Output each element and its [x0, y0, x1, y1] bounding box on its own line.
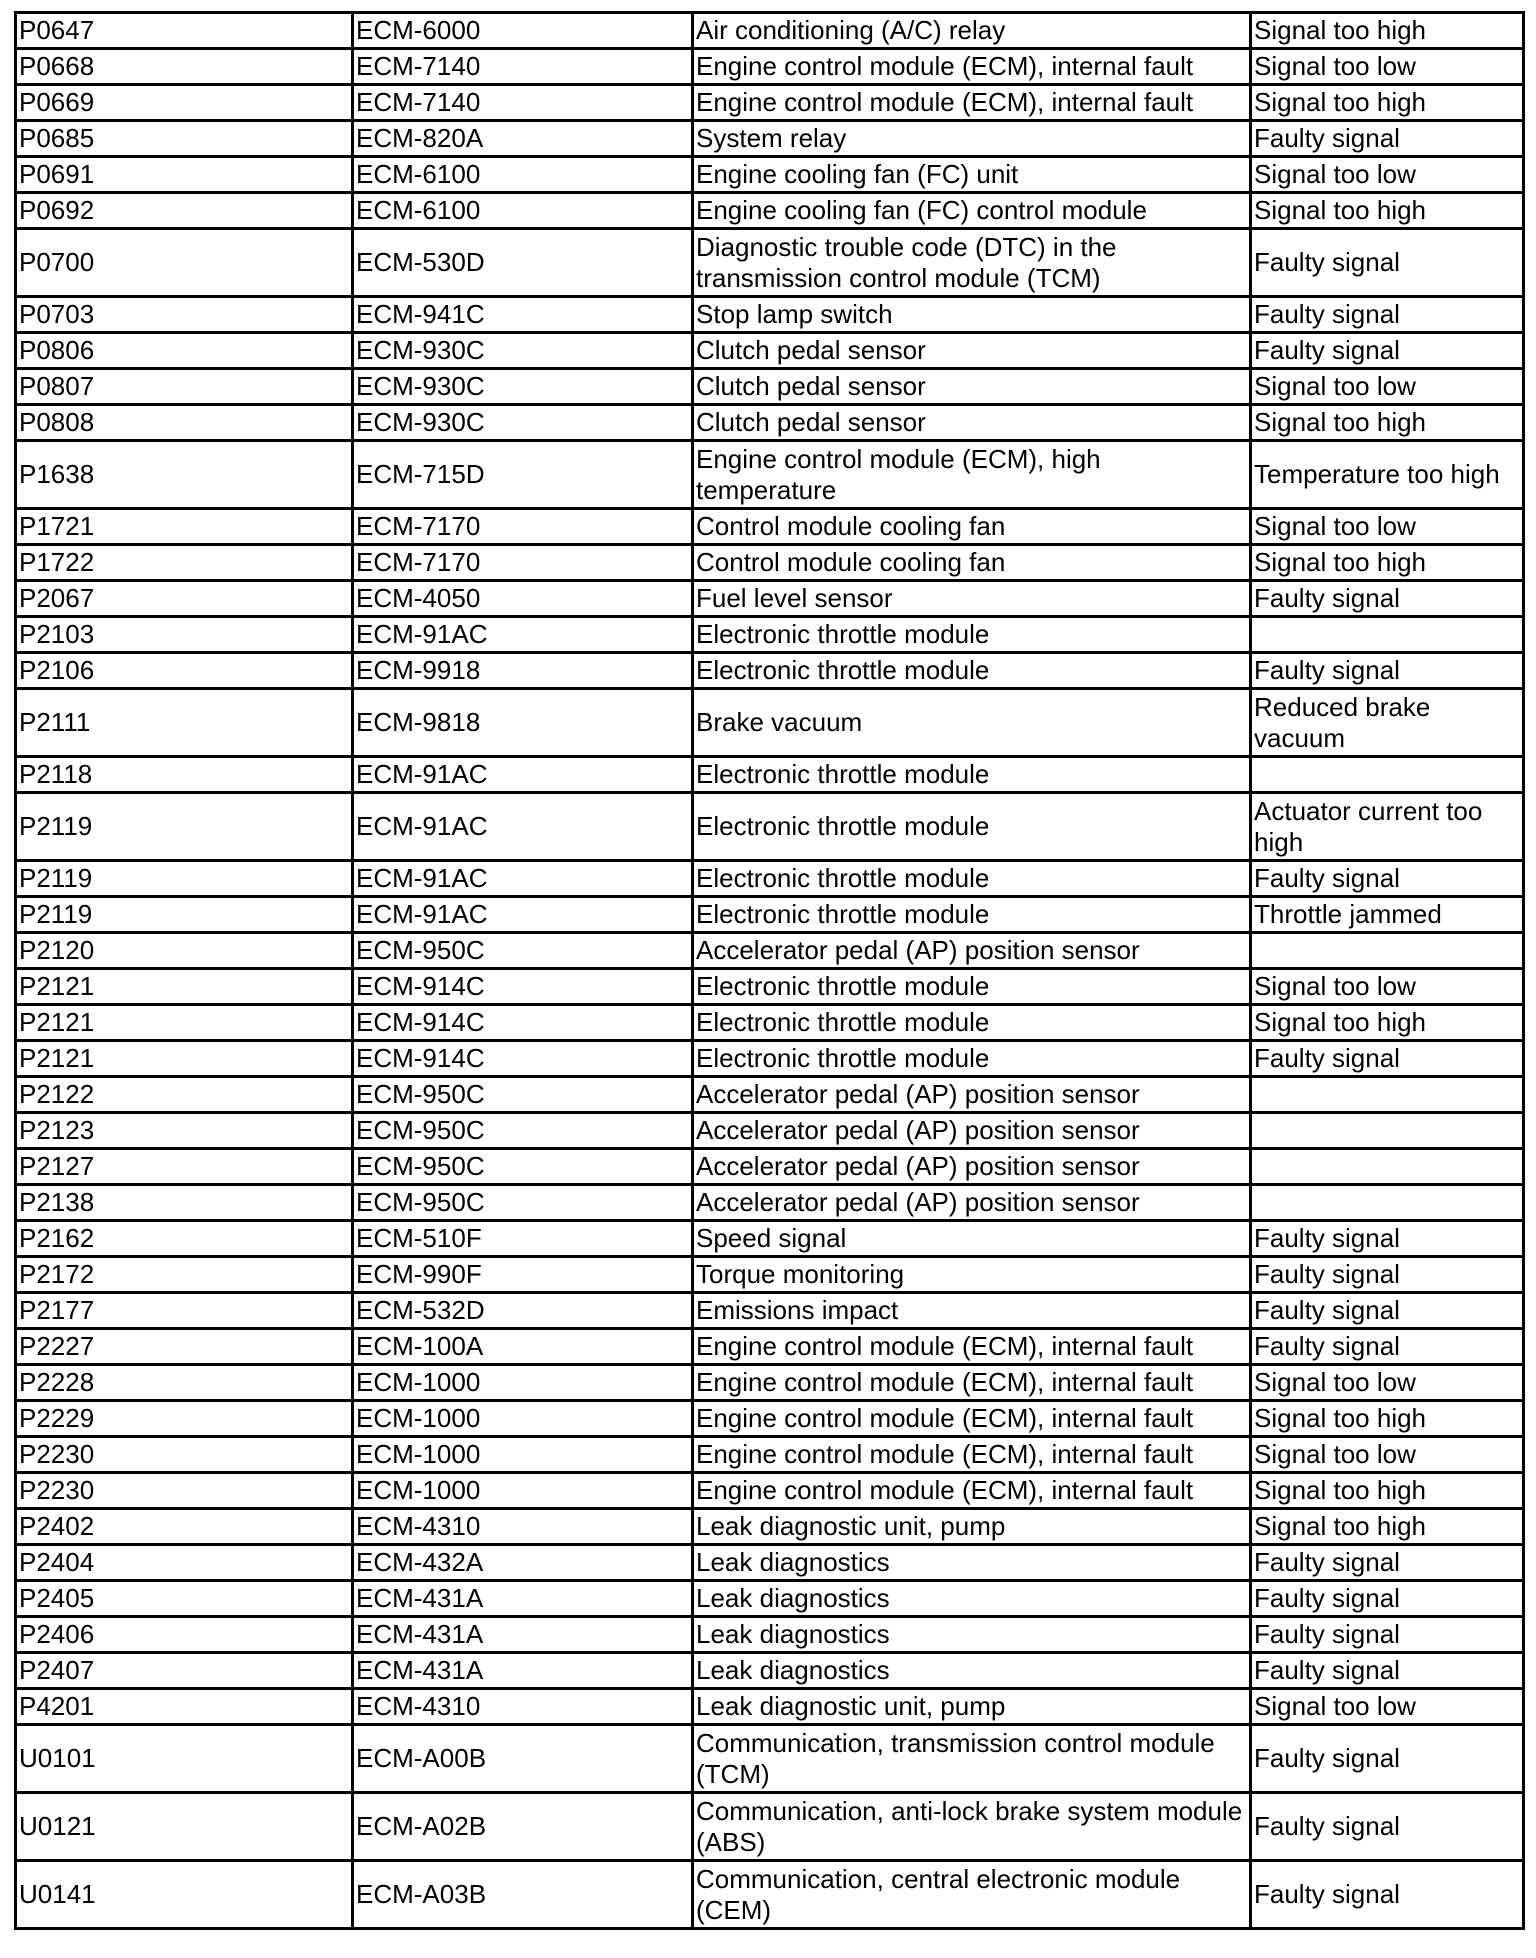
- module-id-cell: ECM-4310: [353, 1689, 693, 1725]
- fault-status-cell: Signal too low: [1251, 369, 1524, 405]
- fault-status-cell: Signal too low: [1251, 1689, 1524, 1725]
- fault-status-cell: [1251, 617, 1524, 653]
- dtc-code-cell: P2122: [16, 1077, 353, 1113]
- fault-status-cell: Faulty signal: [1251, 1793, 1524, 1861]
- dtc-code-cell: P2127: [16, 1149, 353, 1185]
- module-id-cell: ECM-1000: [353, 1473, 693, 1509]
- dtc-code-cell: P0808: [16, 405, 353, 441]
- table-row: [16, 653, 1524, 689]
- fault-status-cell: Signal too high: [1251, 1005, 1524, 1041]
- fault-status-cell: Faulty signal: [1251, 1293, 1524, 1329]
- description-cell: Fuel level sensor: [693, 581, 1251, 617]
- table-row: [16, 441, 1524, 509]
- dtc-code-cell: P2406: [16, 1617, 353, 1653]
- dtc-code-cell: P2405: [16, 1581, 353, 1617]
- dtc-code-cell: P2119: [16, 861, 353, 897]
- fault-status-cell: Faulty signal: [1251, 1041, 1524, 1077]
- table-row: [16, 861, 1524, 897]
- table-row: [16, 1725, 1524, 1793]
- description-cell: Engine control module (ECM), internal fault: [693, 1473, 1251, 1509]
- description-cell: Leak diagnostic unit, pump: [693, 1689, 1251, 1725]
- module-id-cell: ECM-100A: [353, 1329, 693, 1365]
- table-row: [16, 757, 1524, 793]
- description-cell: Communication, central electronic module (CEM): [693, 1861, 1251, 1929]
- description-cell: Electronic throttle module: [693, 897, 1251, 933]
- fault-status-cell: Signal too high: [1251, 1509, 1524, 1545]
- description-cell: Leak diagnostic unit, pump: [693, 1509, 1251, 1545]
- fault-status-cell: Temperature too high: [1251, 441, 1524, 509]
- fault-status-cell: Signal too low: [1251, 49, 1524, 85]
- module-id-cell: ECM-431A: [353, 1653, 693, 1689]
- fault-status-cell: Signal too high: [1251, 85, 1524, 121]
- table-row: [16, 1329, 1524, 1365]
- table-row: [16, 1149, 1524, 1185]
- module-id-cell: ECM-A02B: [353, 1793, 693, 1861]
- dtc-code-cell: P0692: [16, 193, 353, 229]
- fault-status-cell: Signal too low: [1251, 1437, 1524, 1473]
- fault-status-cell: Faulty signal: [1251, 1329, 1524, 1365]
- dtc-code-cell: P2172: [16, 1257, 353, 1293]
- dtc-code-cell: P2121: [16, 1041, 353, 1077]
- dtc-code-cell: P2407: [16, 1653, 353, 1689]
- table-row: [16, 933, 1524, 969]
- description-cell: Electronic throttle module: [693, 653, 1251, 689]
- dtc-code-cell: P2227: [16, 1329, 353, 1365]
- fault-status-cell: Signal too low: [1251, 157, 1524, 193]
- table-row: [16, 1861, 1524, 1929]
- table-row: [16, 1509, 1524, 1545]
- module-id-cell: ECM-431A: [353, 1581, 693, 1617]
- fault-status-cell: Faulty signal: [1251, 1725, 1524, 1793]
- dtc-code-cell: P2119: [16, 793, 353, 861]
- table-row: [16, 1077, 1524, 1113]
- module-id-cell: ECM-1000: [353, 1401, 693, 1437]
- table-row: [16, 85, 1524, 121]
- description-cell: Communication, transmission control module (TCM): [693, 1725, 1251, 1793]
- table-row: [16, 49, 1524, 85]
- dtc-code-cell: P2121: [16, 969, 353, 1005]
- fault-status-cell: Faulty signal: [1251, 333, 1524, 369]
- fault-status-cell: Signal too high: [1251, 545, 1524, 581]
- description-cell: Torque monitoring: [693, 1257, 1251, 1293]
- module-id-cell: ECM-530D: [353, 229, 693, 297]
- description-cell: Leak diagnostics: [693, 1581, 1251, 1617]
- description-cell: Electronic throttle module: [693, 757, 1251, 793]
- description-cell: Engine control module (ECM), internal fault: [693, 1401, 1251, 1437]
- module-id-cell: ECM-9818: [353, 689, 693, 757]
- table-row: [16, 897, 1524, 933]
- table-row: [16, 1653, 1524, 1689]
- module-id-cell: ECM-6000: [353, 13, 693, 49]
- description-cell: Engine control module (ECM), internal fault: [693, 1329, 1251, 1365]
- module-id-cell: ECM-A03B: [353, 1861, 693, 1929]
- table-row: [16, 1617, 1524, 1653]
- fault-status-cell: Faulty signal: [1251, 1545, 1524, 1581]
- module-id-cell: ECM-7170: [353, 545, 693, 581]
- module-id-cell: ECM-820A: [353, 121, 693, 157]
- description-cell: Accelerator pedal (AP) position sensor: [693, 1113, 1251, 1149]
- table-row: [16, 229, 1524, 297]
- dtc-code-cell: P2228: [16, 1365, 353, 1401]
- module-id-cell: ECM-941C: [353, 297, 693, 333]
- fault-status-cell: Faulty signal: [1251, 229, 1524, 297]
- description-cell: Engine control module (ECM), internal fault: [693, 85, 1251, 121]
- fault-status-cell: [1251, 757, 1524, 793]
- description-cell: Accelerator pedal (AP) position sensor: [693, 1077, 1251, 1113]
- description-cell: Leak diagnostics: [693, 1653, 1251, 1689]
- dtc-code-cell: P0691: [16, 157, 353, 193]
- module-id-cell: ECM-950C: [353, 933, 693, 969]
- module-id-cell: ECM-950C: [353, 1149, 693, 1185]
- fault-status-cell: Faulty signal: [1251, 1257, 1524, 1293]
- dtc-code-cell: P2106: [16, 653, 353, 689]
- module-id-cell: ECM-715D: [353, 441, 693, 509]
- description-cell: Engine control module (ECM), high temperature: [693, 441, 1251, 509]
- dtc-code-cell: P0806: [16, 333, 353, 369]
- module-id-cell: ECM-91AC: [353, 793, 693, 861]
- table-row: [16, 13, 1524, 49]
- description-cell: Air conditioning (A/C) relay: [693, 13, 1251, 49]
- description-cell: Accelerator pedal (AP) position sensor: [693, 1185, 1251, 1221]
- dtc-code-cell: P2111: [16, 689, 353, 757]
- module-id-cell: ECM-A00B: [353, 1725, 693, 1793]
- description-cell: Clutch pedal sensor: [693, 369, 1251, 405]
- dtc-code-cell: U0141: [16, 1861, 353, 1929]
- fault-status-cell: Throttle jammed: [1251, 897, 1524, 933]
- fault-status-cell: Faulty signal: [1251, 1581, 1524, 1617]
- dtc-code-cell: P2118: [16, 757, 353, 793]
- table-row: [16, 1113, 1524, 1149]
- module-id-cell: ECM-950C: [353, 1185, 693, 1221]
- dtc-code-cell: P0647: [16, 13, 353, 49]
- description-cell: Speed signal: [693, 1221, 1251, 1257]
- fault-status-cell: Faulty signal: [1251, 861, 1524, 897]
- module-id-cell: ECM-930C: [353, 405, 693, 441]
- description-cell: Engine control module (ECM), internal fault: [693, 49, 1251, 85]
- table-row: [16, 1293, 1524, 1329]
- fault-status-cell: Faulty signal: [1251, 1617, 1524, 1653]
- table-row: [16, 617, 1524, 653]
- table-row: [16, 793, 1524, 861]
- dtc-table: [14, 11, 1525, 1930]
- dtc-code-cell: P0703: [16, 297, 353, 333]
- description-cell: Control module cooling fan: [693, 509, 1251, 545]
- module-id-cell: ECM-914C: [353, 1041, 693, 1077]
- table-row: [16, 1185, 1524, 1221]
- dtc-code-cell: P0700: [16, 229, 353, 297]
- table-row: [16, 581, 1524, 617]
- dtc-code-cell: U0101: [16, 1725, 353, 1793]
- fault-status-cell: Faulty signal: [1251, 653, 1524, 689]
- table-row: [16, 369, 1524, 405]
- fault-status-cell: Signal too high: [1251, 13, 1524, 49]
- fault-status-cell: [1251, 1113, 1524, 1149]
- module-id-cell: ECM-532D: [353, 1293, 693, 1329]
- description-cell: Accelerator pedal (AP) position sensor: [693, 1149, 1251, 1185]
- table-row: [16, 1257, 1524, 1293]
- description-cell: Diagnostic trouble code (DTC) in the transmission control module (TCM): [693, 229, 1251, 297]
- dtc-code-cell: P2067: [16, 581, 353, 617]
- description-cell: Clutch pedal sensor: [693, 405, 1251, 441]
- dtc-code-cell: P0807: [16, 369, 353, 405]
- dtc-table-body: [16, 13, 1524, 1929]
- description-cell: Electronic throttle module: [693, 1041, 1251, 1077]
- dtc-code-cell: P2162: [16, 1221, 353, 1257]
- fault-status-cell: Faulty signal: [1251, 297, 1524, 333]
- module-id-cell: ECM-432A: [353, 1545, 693, 1581]
- dtc-code-cell: P0685: [16, 121, 353, 157]
- description-cell: Engine cooling fan (FC) unit: [693, 157, 1251, 193]
- description-cell: Electronic throttle module: [693, 969, 1251, 1005]
- description-cell: Electronic throttle module: [693, 1005, 1251, 1041]
- dtc-code-cell: P2138: [16, 1185, 353, 1221]
- description-cell: Engine cooling fan (FC) control module: [693, 193, 1251, 229]
- table-row: [16, 969, 1524, 1005]
- description-cell: Communication, anti-lock brake system module (ABS): [693, 1793, 1251, 1861]
- module-id-cell: ECM-914C: [353, 969, 693, 1005]
- dtc-code-cell: P2123: [16, 1113, 353, 1149]
- table-row: [16, 405, 1524, 441]
- dtc-code-cell: P2230: [16, 1473, 353, 1509]
- description-cell: Control module cooling fan: [693, 545, 1251, 581]
- fault-status-cell: Faulty signal: [1251, 121, 1524, 157]
- module-id-cell: ECM-9918: [353, 653, 693, 689]
- dtc-code-cell: P1638: [16, 441, 353, 509]
- dtc-code-cell: P2404: [16, 1545, 353, 1581]
- fault-status-cell: Reduced brake vacuum: [1251, 689, 1524, 757]
- module-id-cell: ECM-950C: [353, 1113, 693, 1149]
- fault-status-cell: Signal too low: [1251, 509, 1524, 545]
- table-row: [16, 509, 1524, 545]
- module-id-cell: ECM-914C: [353, 1005, 693, 1041]
- description-cell: Leak diagnostics: [693, 1617, 1251, 1653]
- dtc-code-cell: U0121: [16, 1793, 353, 1861]
- fault-status-cell: Signal too high: [1251, 193, 1524, 229]
- description-cell: Electronic throttle module: [693, 617, 1251, 653]
- dtc-code-cell: P1722: [16, 545, 353, 581]
- module-id-cell: ECM-950C: [353, 1077, 693, 1113]
- table-row: [16, 1041, 1524, 1077]
- dtc-code-cell: P2177: [16, 1293, 353, 1329]
- module-id-cell: ECM-7140: [353, 85, 693, 121]
- table-row: [16, 297, 1524, 333]
- module-id-cell: ECM-6100: [353, 157, 693, 193]
- description-cell: Brake vacuum: [693, 689, 1251, 757]
- description-cell: Electronic throttle module: [693, 861, 1251, 897]
- dtc-code-cell: P2230: [16, 1437, 353, 1473]
- dtc-code-cell: P2120: [16, 933, 353, 969]
- fault-status-cell: Faulty signal: [1251, 581, 1524, 617]
- description-cell: System relay: [693, 121, 1251, 157]
- table-row: [16, 1793, 1524, 1861]
- table-row: [16, 689, 1524, 757]
- dtc-code-cell: P2119: [16, 897, 353, 933]
- module-id-cell: ECM-930C: [353, 333, 693, 369]
- module-id-cell: ECM-7170: [353, 509, 693, 545]
- module-id-cell: ECM-4050: [353, 581, 693, 617]
- dtc-code-cell: P4201: [16, 1689, 353, 1725]
- fault-status-cell: Signal too low: [1251, 1365, 1524, 1401]
- fault-status-cell: Signal too high: [1251, 1401, 1524, 1437]
- module-id-cell: ECM-7140: [353, 49, 693, 85]
- fault-status-cell: [1251, 933, 1524, 969]
- dtc-code-cell: P1721: [16, 509, 353, 545]
- fault-status-cell: Signal too high: [1251, 405, 1524, 441]
- dtc-code-cell: P2121: [16, 1005, 353, 1041]
- table-row: [16, 1437, 1524, 1473]
- table-row: [16, 1545, 1524, 1581]
- module-id-cell: ECM-431A: [353, 1617, 693, 1653]
- table-row: [16, 1473, 1524, 1509]
- description-cell: Clutch pedal sensor: [693, 333, 1251, 369]
- module-id-cell: ECM-990F: [353, 1257, 693, 1293]
- description-cell: Emissions impact: [693, 1293, 1251, 1329]
- module-id-cell: ECM-930C: [353, 369, 693, 405]
- dtc-code-cell: P2402: [16, 1509, 353, 1545]
- table-row: [16, 545, 1524, 581]
- table-row: [16, 157, 1524, 193]
- table-row: [16, 1581, 1524, 1617]
- table-row: [16, 1689, 1524, 1725]
- description-cell: Stop lamp switch: [693, 297, 1251, 333]
- fault-status-cell: Signal too low: [1251, 969, 1524, 1005]
- module-id-cell: ECM-6100: [353, 193, 693, 229]
- module-id-cell: ECM-91AC: [353, 861, 693, 897]
- fault-status-cell: Faulty signal: [1251, 1861, 1524, 1929]
- description-cell: Accelerator pedal (AP) position sensor: [693, 933, 1251, 969]
- description-cell: Engine control module (ECM), internal fault: [693, 1365, 1251, 1401]
- module-id-cell: ECM-510F: [353, 1221, 693, 1257]
- fault-status-cell: [1251, 1077, 1524, 1113]
- description-cell: Engine control module (ECM), internal fault: [693, 1437, 1251, 1473]
- module-id-cell: ECM-1000: [353, 1365, 693, 1401]
- fault-status-cell: Signal too high: [1251, 1473, 1524, 1509]
- dtc-code-cell: P0668: [16, 49, 353, 85]
- table-row: [16, 1401, 1524, 1437]
- table-row: [16, 1365, 1524, 1401]
- module-id-cell: ECM-91AC: [353, 757, 693, 793]
- dtc-code-cell: P2229: [16, 1401, 353, 1437]
- description-cell: Leak diagnostics: [693, 1545, 1251, 1581]
- description-cell: Electronic throttle module: [693, 793, 1251, 861]
- fault-status-cell: Faulty signal: [1251, 1221, 1524, 1257]
- module-id-cell: ECM-4310: [353, 1509, 693, 1545]
- module-id-cell: ECM-91AC: [353, 617, 693, 653]
- fault-status-cell: Faulty signal: [1251, 1653, 1524, 1689]
- fault-status-cell: [1251, 1149, 1524, 1185]
- dtc-code-cell: P2103: [16, 617, 353, 653]
- table-row: [16, 333, 1524, 369]
- table-row: [16, 193, 1524, 229]
- module-id-cell: ECM-1000: [353, 1437, 693, 1473]
- dtc-code-cell: P0669: [16, 85, 353, 121]
- module-id-cell: ECM-91AC: [353, 897, 693, 933]
- table-row: [16, 1005, 1524, 1041]
- table-row: [16, 1221, 1524, 1257]
- fault-status-cell: Actuator current too high: [1251, 793, 1524, 861]
- fault-status-cell: [1251, 1185, 1524, 1221]
- table-row: [16, 121, 1524, 157]
